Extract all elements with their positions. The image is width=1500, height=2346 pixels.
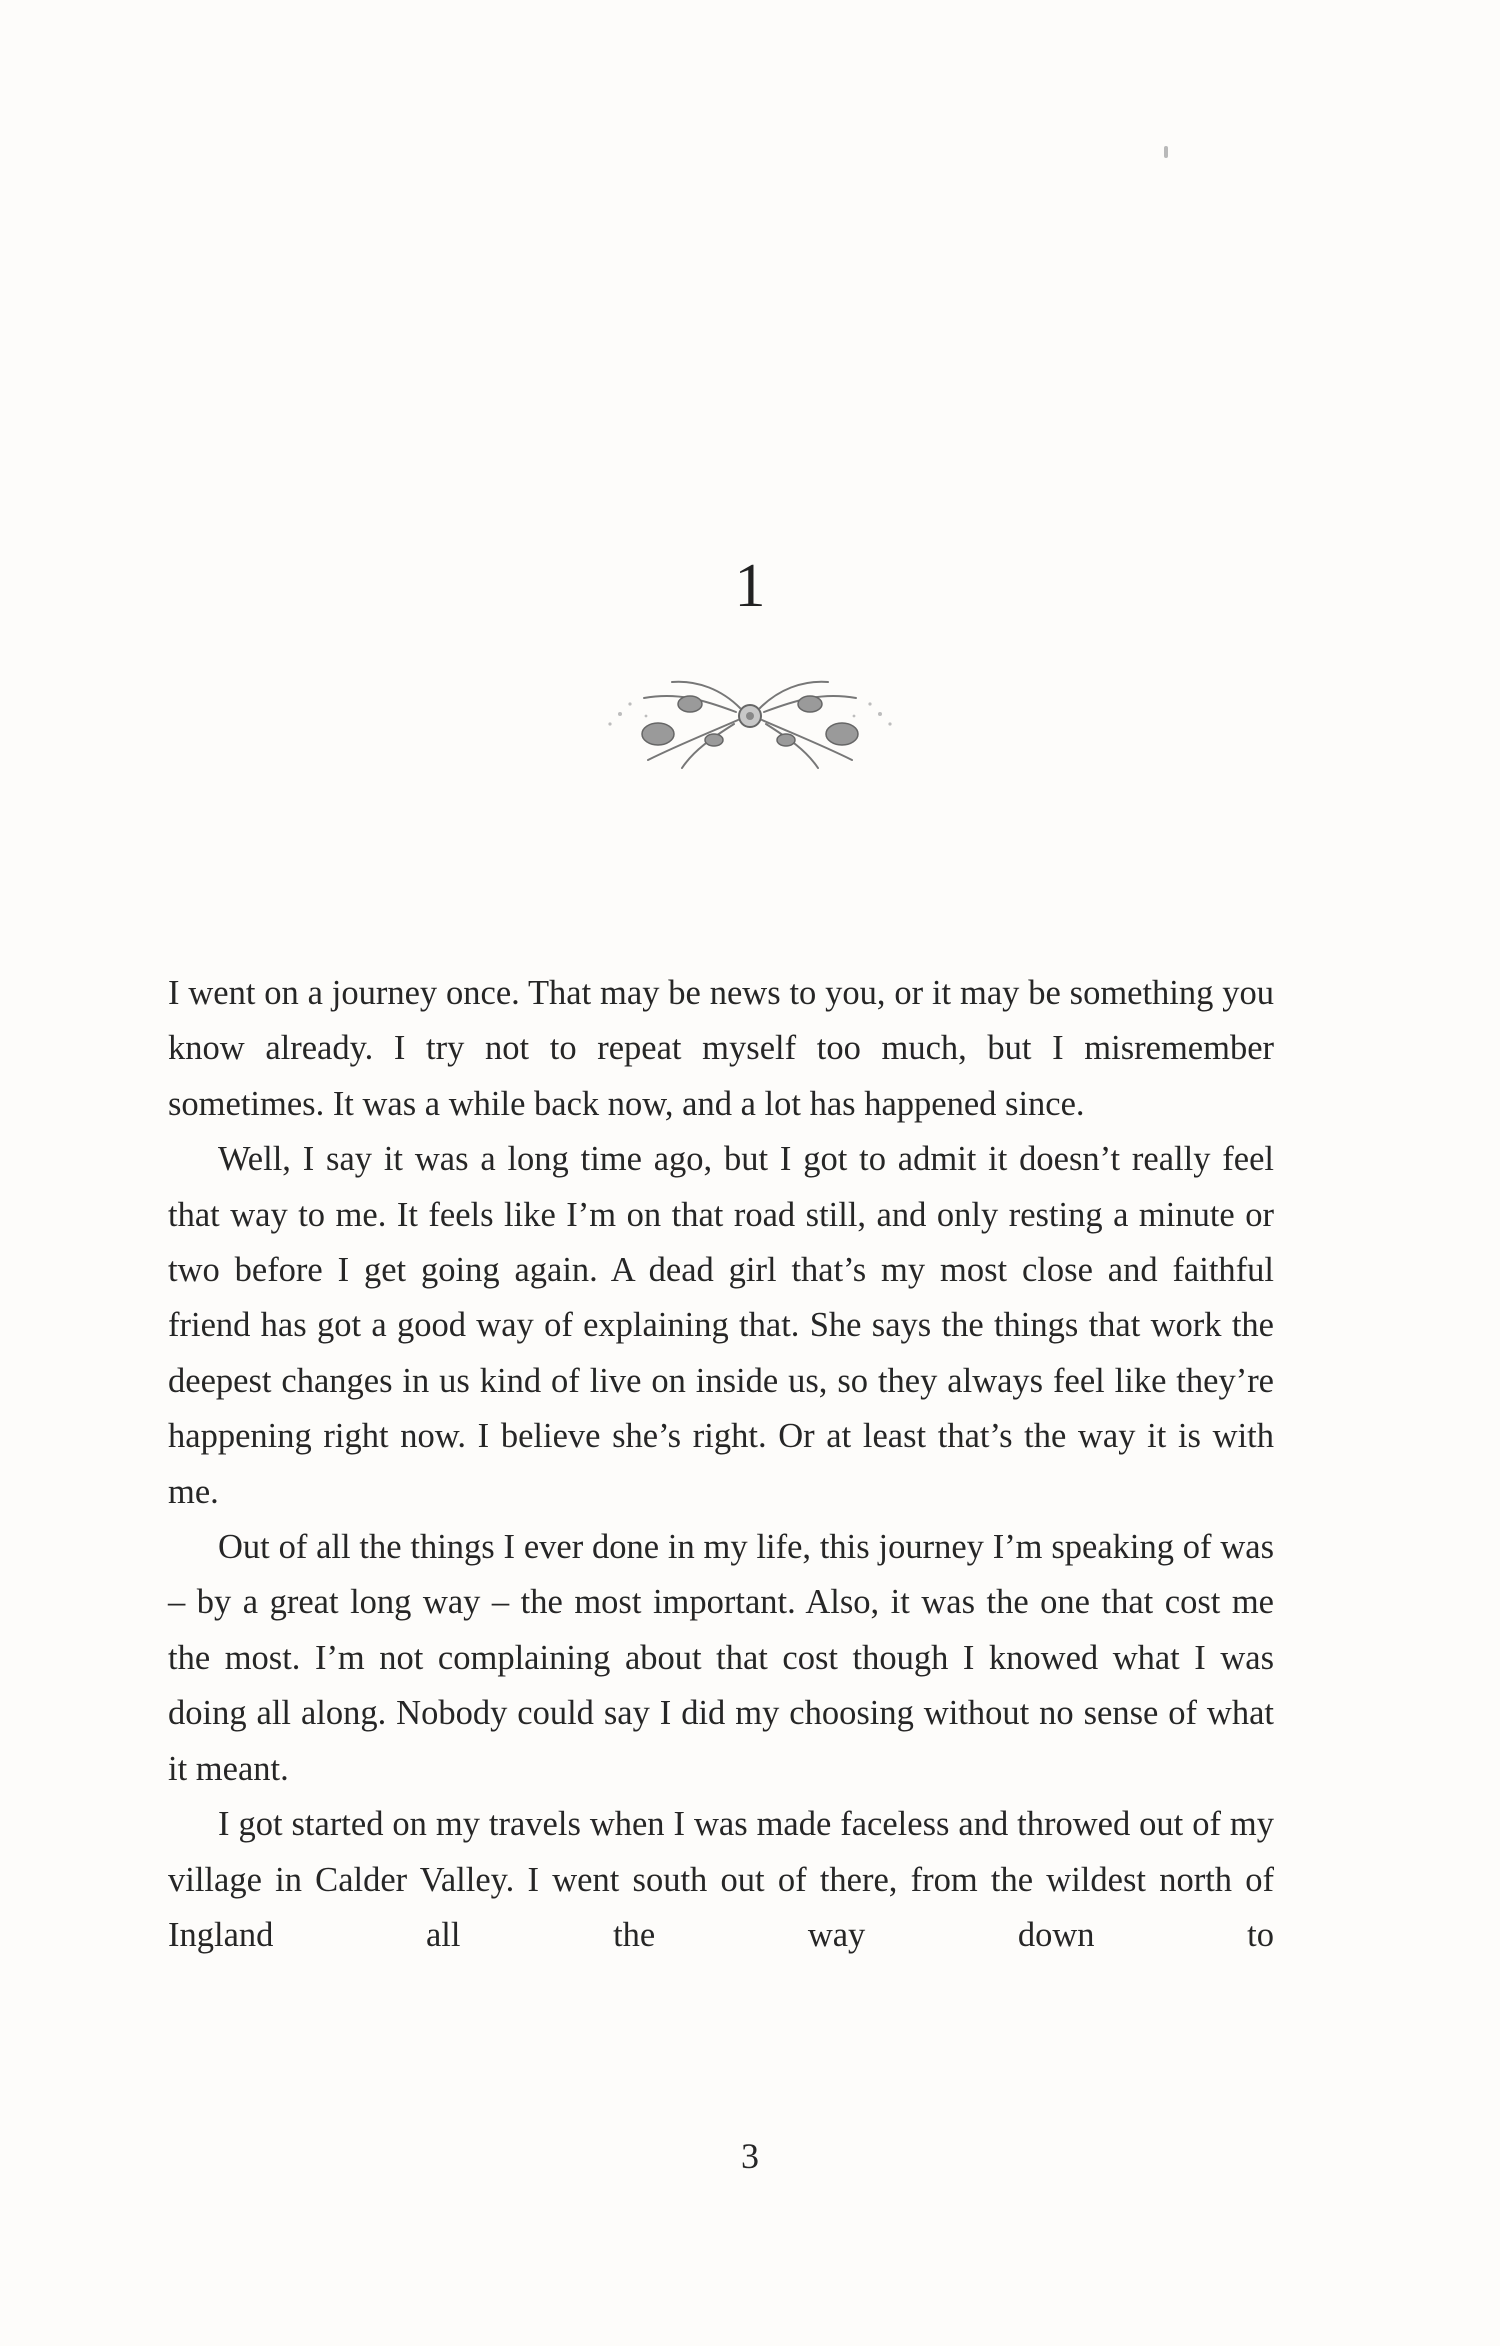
body-text	[168, 966, 1274, 1963]
print-speck	[1164, 146, 1168, 158]
paragraph: Out of all the things I ever done in my life, this journey I’m speaking of was – by a great long way – the most important. Also, it was the one that cost me the most. I’m not complaining about that cost though I knowed what I was doing all along. Nobody could say I did my choosing without no sense of what it meant.	[168, 1528, 1274, 1788]
page-number: 3	[741, 2136, 759, 2176]
paragraph: Well, I say it was a long time ago, but I got to admit it doesn’t really feel that way to me. It feels like I’m on that road still, and only resting a minute or two before I get going again. A dead girl that’s my most close and faithful friend has got a good way of explaining that. She says the things that work the deepest changes in us kind of live on inside us, so they always feel like they’re happening right now. I believe she’s right. Or at least that’s the way it is with me.	[168, 1140, 1274, 1511]
chapter-number: 1	[734, 552, 766, 620]
paragraph: I got started on my travels when I was made faceless and throwed out of my village in Calder Valley. I went south out of there, from the wildest north of Ingland all the way down to	[168, 1805, 1274, 1954]
paragraph: I went on a journey once. That may be news to you, or it may be something you know already. I try not to repeat myself too much, but I misremember sometimes. It was a while back now, and a lot has happened since.	[168, 974, 1274, 1123]
floral-flourish-icon	[586, 664, 914, 774]
